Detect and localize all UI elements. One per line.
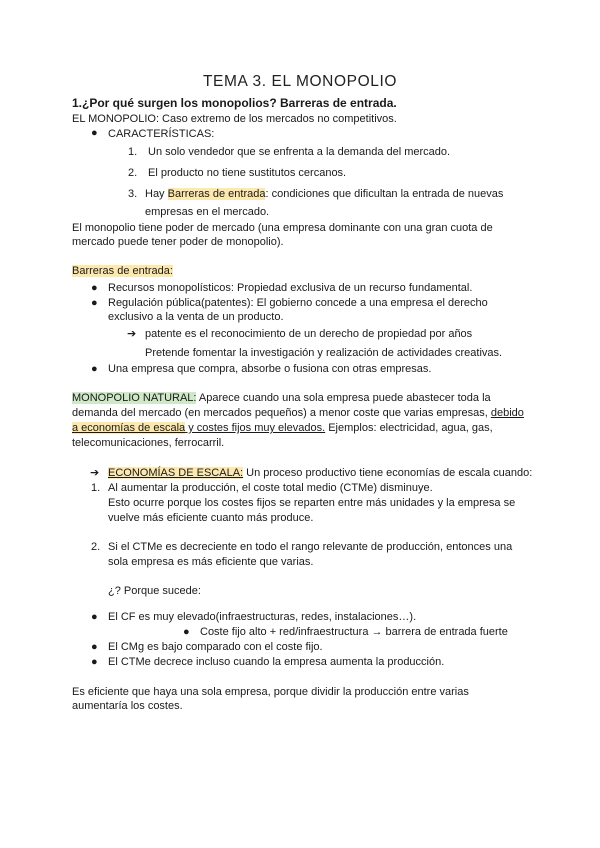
reason-subitem: Coste fijo alto + red/infraestructura → barrera de entrada fuerte (200, 626, 508, 638)
scale-point: Al aumentar la producción, el coste total medio (CTMe) disminuye. (108, 482, 433, 494)
list-item: Un solo vendedor que se enfrenta a la demanda del mercado. (148, 146, 451, 158)
highlight-barriers: Barreras de entrada (167, 188, 266, 200)
natural-monopoly-line: a economías de escala y costes fijos muy elevados. Ejemplos: electricidad, agua, gas, (72, 422, 493, 434)
natural-monopoly-label: MONOPOLIO NATURAL: (72, 392, 197, 404)
bullet-icon: ● (91, 656, 98, 668)
list-number: 2. (128, 167, 138, 179)
characteristics-label: CARACTERÍSTICAS: (108, 128, 215, 140)
barrier-item-continuation: exclusivo a la venta de un producto. (108, 311, 284, 323)
economies-of-scale-line: ECONOMÍAS DE ESCALA: Un proceso productivo tiene economías de escala cuando: (108, 467, 533, 479)
bullet-icon: ● (91, 282, 98, 294)
section-heading: 1.¿Por qué surgen los monopolios? Barreras de entrada. (72, 96, 397, 110)
bullet-icon: ● (91, 127, 98, 139)
monopoly-definition: EL MONOPOLIO: Caso extremo de los mercados no competitivos. (72, 113, 397, 125)
scale-point: Si el CTMe es decreciente en todo el rango relevante de producción, entonces una (108, 541, 513, 553)
natural-monopoly-line: demanda del mercado (en mercados pequeños) a menor coste que varias empresas, debido (72, 407, 524, 419)
arrow-item-continuation: Pretende fomentar la investigación y realización de actividades creativas. (145, 347, 503, 359)
barrier-item: Una empresa que compra, absorbe o fusiona con otras empresas. (108, 363, 432, 375)
natural-monopoly-line: MONOPOLIO NATURAL: Aparece cuando una sola empresa puede abastecer toda la (72, 392, 491, 404)
list-number: 1. (91, 482, 101, 494)
bullet-icon: ● (91, 611, 98, 623)
list-item-continuation: empresas en el mercado. (145, 206, 270, 218)
barrier-item: Regulación pública(patentes): El gobierno concede a una empresa el derecho (108, 297, 488, 309)
bullet-icon: ● (91, 297, 98, 309)
natural-monopoly-line: telecomunicaciones, ferrocarril. (72, 437, 225, 449)
paragraph-line: mercado puede tener poder de monopolio). (72, 236, 284, 248)
economies-of-scale-label: ECONOMÍAS DE ESCALA: (108, 467, 244, 479)
bullet-icon: ● (91, 363, 98, 375)
scale-point: sola empresa es más eficiente que varias. (108, 556, 314, 568)
bullet-icon: ● (91, 641, 98, 653)
why-question: ¿? Porque sucede: (108, 585, 201, 597)
barrier-item: Recursos monopolísticos: Propiedad exclusiva de un recurso fundamental. (108, 282, 473, 294)
arrow-icon: ➔ (90, 467, 100, 479)
page-title: TEMA 3. EL MONOPOLIO (202, 73, 398, 90)
paragraph-line: El monopolio tiene poder de mercado (una empresa dominante con una gran cuota de (72, 222, 493, 234)
list-number: 3. (128, 188, 138, 200)
scale-point: Esto ocurre porque los costes fijos se reparten entre más unidades y la empresa se (108, 497, 516, 509)
list-item: El producto no tiene sustitutos cercanos. (148, 167, 347, 179)
list-number: 1. (128, 146, 138, 158)
list-item: Hay Barreras de entrada: condiciones que dificultan la entrada de nuevas (145, 188, 504, 200)
reason-item: El CMg es bajo comparado con el coste fijo. (108, 641, 323, 653)
reason-item: El CTMe decrece incluso cuando la empresa aumenta la producción. (108, 656, 445, 668)
conclusion-line: aumentaría los costes. (72, 700, 183, 712)
arrow-icon: ➔ (127, 328, 137, 340)
arrow-item: patente es el reconocimiento de un derecho de propiedad por años (145, 328, 473, 340)
scale-point: vuelve más eficiente cuanto más produce. (108, 512, 314, 524)
list-number: 2. (91, 541, 101, 553)
reason-item: El CF es muy elevado(infraestructuras, redes, instalaciones…). (108, 611, 417, 623)
bullet-icon: ● (183, 626, 190, 638)
conclusion-line: Es eficiente que haya una sola empresa, porque dividir la producción entre varias (72, 686, 469, 698)
barriers-label: Barreras de entrada: (72, 265, 173, 277)
